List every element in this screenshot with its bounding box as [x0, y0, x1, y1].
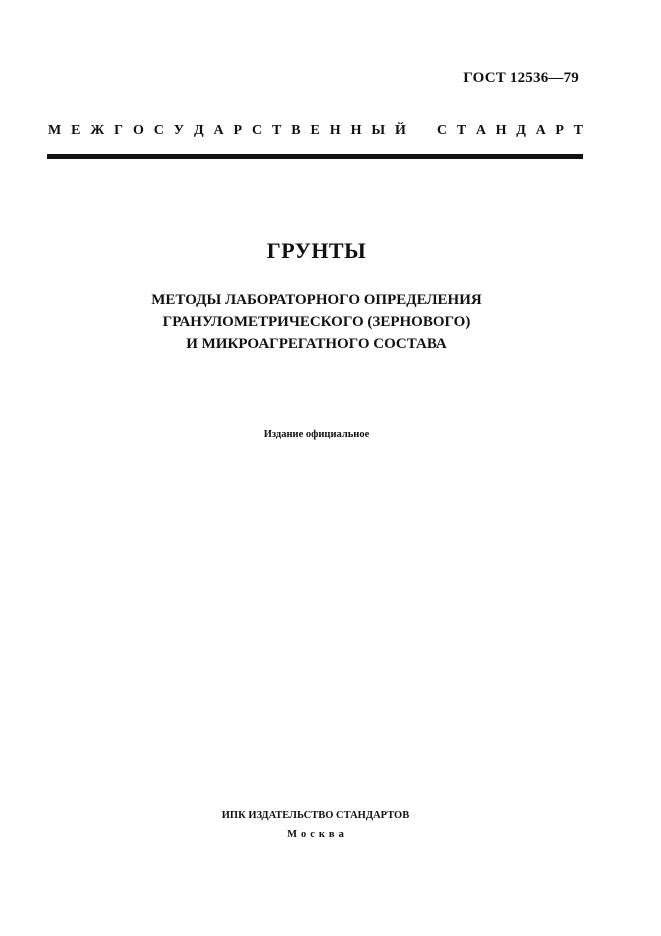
series-letter: Т [456, 123, 467, 138]
series-letter: Н [329, 123, 341, 138]
series-letter: Г [114, 123, 124, 138]
series-letter: О [132, 123, 144, 138]
series-letter: С [252, 123, 263, 138]
series-letter: М [48, 123, 62, 138]
series-letter: В [291, 123, 301, 138]
subtitle-line: МЕТОДЫ ЛАБОРАТОРНОГО ОПРЕДЕЛЕНИЯ [151, 292, 482, 308]
series-letter: Й [395, 123, 406, 138]
series-letter: Ы [371, 123, 386, 138]
document-title: ГРУНТЫ [266, 238, 367, 263]
document-subtitle [0, 289, 647, 355]
series-letter: Е [71, 123, 81, 138]
subtitle-line: И МИКРОАГРЕГАТНОГО СОСТАВА [186, 336, 447, 352]
series-letter: С [153, 123, 164, 138]
series-letter: Д [193, 123, 204, 138]
series-letter: Т [573, 123, 583, 138]
series-letter: Д [516, 123, 526, 138]
series-letter: Е [310, 123, 320, 138]
series-letter: Р [233, 123, 243, 138]
edition-note: Издание официальное [263, 429, 370, 440]
publisher-city: Москва [287, 829, 348, 840]
series-letter: Т [272, 123, 282, 138]
series-letter: У [173, 123, 185, 138]
series-word-interstate [48, 123, 406, 139]
series-letter: А [213, 123, 224, 138]
series-letter: Р [555, 123, 564, 138]
standard-number: ГОСТ 12536—79 [463, 70, 579, 86]
series-word-standard [437, 123, 583, 139]
series-letter: Ж [90, 123, 105, 138]
series-letter: А [535, 123, 546, 138]
series-letter: С [437, 123, 448, 138]
header-rule [47, 154, 583, 159]
subtitle-line: ГРАНУЛОМЕТРИЧЕСКОГО (ЗЕРНОВОГО) [162, 314, 471, 330]
publisher-name: ИПК ИЗДАТЕЛЬСТВО СТАНДАРТОВ [221, 810, 410, 821]
standard-series-header [48, 121, 583, 141]
series-letter: А [475, 123, 486, 138]
series-letter: Н [350, 123, 362, 138]
series-letter: Н [495, 123, 507, 138]
